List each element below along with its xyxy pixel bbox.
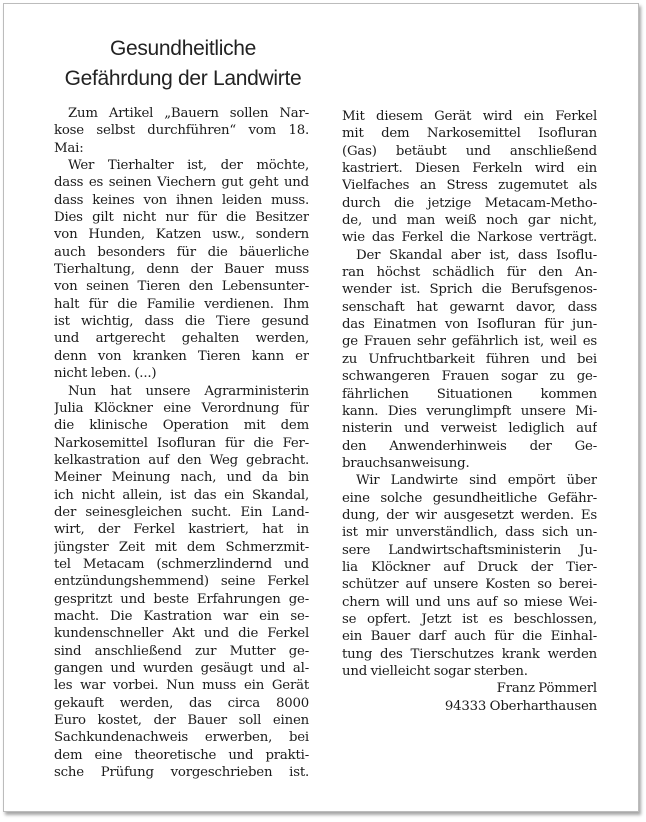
text-line: Mai: [54,140,84,156]
text-line: Julia Klöckner eine Verordnung für [54,400,309,416]
text-line: Euro kostet, der Bauer soll einen [54,713,309,729]
text-line: Sachkundenachweis erwerben, bei [54,730,309,746]
text-line: auch besonders für die bäuerliche [54,244,309,260]
text-line: (Gas) betäubt und anschließend [342,143,597,159]
text-line: nisterin und verweist lediglich auf [342,421,597,437]
text-line: Nun hat unsere Agrarministerin [68,383,309,399]
text-line: sere Landwirtschaftsministerin Ju- [342,542,597,558]
text-line: Vielfaches an Stress zugemutet als [342,178,597,194]
text-line: von Hunden, Katzen usw., sondern [54,227,309,243]
text-line: ist wichtig, dass die Tiere gesund [54,314,309,330]
text-line: tung des Tierschutzes krank werden [342,646,597,662]
text-line: gekauft werden, das circa 8000 [54,695,309,711]
text-column-right-body [342,108,597,680]
signature-place: 94333 Oberharthausen [444,698,597,714]
text-line: dung, der wir ausgesetzt werden. Es [342,507,597,523]
text-line: schützer auf unsere Kosten so berei- [342,577,597,593]
text-line: wie das Ferkel die Narkose verträgt. [342,230,597,246]
signature-name: Franz Pömmerl [496,681,597,697]
text-line: gespritzt und beste Erfahrungen ge- [54,591,309,607]
text-line: Zum Artikel „Bauern sollen Nar- [68,106,309,121]
text-line: eine solche gesundheitliche Gefähr- [342,490,597,506]
text-line: und artgerecht gehalten werden, [54,331,309,347]
text-line: kose selbst durchführen“ vom 18. [54,123,309,139]
text-line: den Anwenderhinweis der Ge- [342,438,597,454]
text-line: denn von kranken Tieren kann er [54,348,309,364]
text-line: von seinen Tieren den Lebensunter- [54,279,309,295]
text-line: chern will und uns auf so miese Wei- [342,594,597,610]
text-line: ist mir unverständlich, dass sich un- [342,525,597,541]
text-line: zu Unfruchtbarkeit führen und bei [342,351,597,367]
text-line: ge Frauen sehr gefährlich ist, weil es [342,334,597,350]
text-line: entzündungshemmend) seine Ferkel [54,574,309,590]
text-line: halt für die Familie verdienen. Ihm [54,296,309,312]
text-line: gangen und wurden gesäugt und al- [54,661,309,676]
text-line: Der Skandal aber ist, dass Isoflu- [356,247,597,263]
text-line: Mit diesem Gerät wird ein Ferkel [342,109,597,124]
text-line: jüngster Zeit mit dem Schmerzmit- [54,539,309,555]
text-line: lia Klöckner auf Druck der Tier- [342,559,597,575]
text-line: de, und man weiß noch gar nicht, [342,213,597,229]
text-column-left [54,105,309,781]
text-line: dem eine theoretische und prakti- [54,747,309,763]
text-line: und vielleicht sogar sterben. [342,664,528,679]
text-line: mit dem Narkosemittel Isofluran [342,126,597,142]
text-line: kann. Dies verunglimpft unsere Mi- [342,403,597,419]
text-line: brauchsanweisung. [342,455,470,471]
text-line: macht. Die Kastration war ein se- [54,608,309,624]
text-line: die klinische Operation mit dem [54,418,309,434]
text-line: dass es seinen Viechern gut geht und [54,175,309,191]
text-line: kelkastration auf den Weg gebracht. [54,452,309,468]
text-line: senschaft hat gewarnt davor, dass [342,299,597,315]
text-line: wirt, der Ferkel kastriert, hat in [54,522,309,538]
text-line: wender ist. Sprich die Berufsgenos- [342,282,597,298]
text-line: nicht leben. (...) [54,366,157,382]
text-line: kastriert. Diesen Ferkeln wird ein [342,161,597,177]
text-line: Wer Tierhalter ist, der möchte, [68,158,309,174]
text-line: Wir Landwirte sind empört über [356,473,597,489]
text-column-right [342,108,597,715]
text-line: kundenschneller Akt und die Ferkel [54,626,309,642]
text-line: der seinesgleichen sucht. Ein Land- [54,504,309,520]
headline-line-2: Gefährdung der Landwirte [64,67,302,90]
text-line: durch die jetzige Metacam-Metho- [342,195,597,211]
text-line: Dies gilt nicht nur für die Besitzer [54,210,309,226]
headline [48,34,318,94]
text-line: sche Prüfung vorgeschrieben ist. [54,765,309,781]
text-line: schwangeren Frauen sogar zu ge- [342,369,597,385]
headline-line-1: Gesundheitliche [109,37,257,60]
text-line: Narkosemittel Isofluran für die Fer- [54,435,309,451]
text-line: les war vorbei. Nun muss ein Gerät [54,678,309,694]
letter-clipping [3,3,639,812]
text-line: tel Metacam (schmerzlindernd und [54,556,309,572]
text-line: ich nicht allein, ist das ein Skandal, [54,487,309,503]
text-line: Tierhaltung, denn der Bauer muss [54,262,309,278]
text-line: se opfert. Jetzt ist es beschlossen, [342,611,597,627]
text-line: ran höchst schädlich für den An- [342,265,597,281]
text-line: dass keines von ihnen leiden muss. [54,192,309,208]
text-line: fährlichen Situationen kommen [342,386,597,402]
text-line: ein Bauer darf auch für die Einhal- [342,629,597,645]
text-line: sind anschließend zur Mutter ge- [54,643,309,659]
text-line: Meiner Meinung nach, und da bin [54,470,309,486]
text-line: das Einatmen von Isofluran für jun- [342,317,597,333]
